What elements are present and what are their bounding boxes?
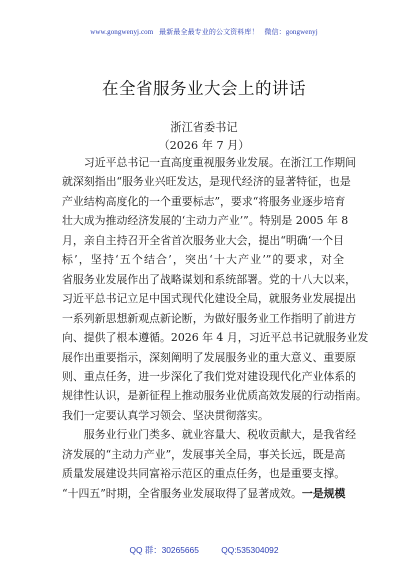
text-line: 月，亲自主持召开全省首次服务业大会，提出“明确‘一个目 <box>62 233 344 247</box>
site-url-link[interactable]: www.gongwenyj.com <box>90 28 154 36</box>
text-line: 习近平总书记立足中国式现代化建设全局，就服务业发展提出 <box>62 292 357 306</box>
text-line: 就深刻指出“服务业兴旺发达，是现代经济的显著特征，也是 <box>62 175 351 189</box>
text-line: 则、重点任务，进一步深化了我们党对建设现代化产业体系的 <box>62 369 357 383</box>
text-run: “十四五”时期，全省服务业发展取得了显著成效。 <box>62 486 302 500</box>
text-line: 服务业行业门类多、就业容量大、税收贡献大，是我省经 <box>83 428 357 442</box>
text-line: 壮大成为推动经济发展的‘主动力产业’”。特别是 2005 年 8 <box>62 214 349 228</box>
bold-text-run: 一是规模 <box>301 486 346 500</box>
document-title: 在全省服务业大会上的讲话 <box>102 79 306 98</box>
document-date: （2026 年 7 月） <box>158 139 250 152</box>
text-line: 质量发展建设共同富裕示范区的重点任务，也是重要支撑。 <box>62 467 346 481</box>
text-line <box>62 484 344 503</box>
paragraph-1 <box>62 153 369 425</box>
text-line: 济发展的“主动力产业”，发展事关全局，事关长远，既是高 <box>62 447 346 461</box>
document-body <box>62 153 369 503</box>
wechat-id: 微信：gongwenyj <box>264 28 318 36</box>
text-line: 我们一定要认真学习领会、坚决贯彻落实。 <box>62 408 269 422</box>
site-slogan: 最新最全最专业的公文资料库！ <box>159 28 259 36</box>
text-line: 习近平总书记一直高度重视服务业发展。在浙江工作期间 <box>83 156 357 169</box>
qq-number: QQ:535304092 <box>221 545 279 555</box>
footer-contact <box>0 544 408 556</box>
paragraph-2 <box>62 425 357 503</box>
document-author: 浙江省委书记 <box>170 121 238 134</box>
text-line: 一系列新思想新观点新论断，为做好服务业工作指明了前进方 <box>62 311 357 325</box>
text-line: 产业结构高度化的一个重要标志”，要求“将服务业逐步培育 <box>62 194 346 208</box>
text-line: 展作出重要指示，深刻阐明了发展服务业的重大意义、重要原 <box>62 350 357 364</box>
header-banner <box>0 27 408 37</box>
text-line: 省服务业发展作出了战略谋划和系统部署。党的十八大以来， <box>62 272 357 286</box>
text-line: 向、提供了根本遵循。2026 年 4 月，习近平总书记就服务业发 <box>62 331 369 345</box>
text-line: 规律性认识，是新征程上推动服务业优质高效发展的行动指南。 <box>62 389 367 403</box>
qq-group: QQ 群：30265665 <box>129 545 199 555</box>
text-line: 标’，坚持‘五个结合’，突出‘十大产业’”的要求，对全 <box>62 253 344 267</box>
